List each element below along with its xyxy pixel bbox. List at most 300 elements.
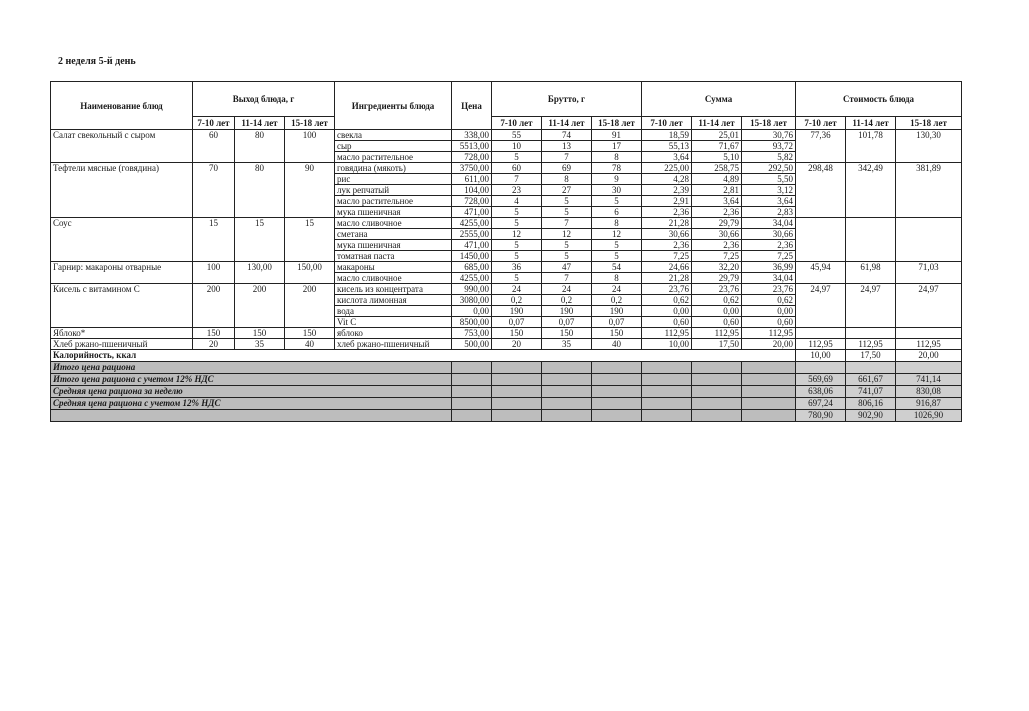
total-blank [452, 362, 492, 374]
ingredient-name: лук репчатый [335, 185, 452, 196]
total-label: Итого цена рациона с учетом 12% НДС [51, 374, 452, 386]
dish-output: 20 [193, 339, 235, 350]
total-row [51, 386, 962, 398]
ingredient-gross: 9 [592, 174, 642, 185]
ingredient-gross: 54 [592, 262, 642, 273]
header-sum: Сумма [642, 82, 796, 117]
ingredient-sum: 34,04 [742, 218, 796, 229]
header-price: Цена [452, 82, 492, 130]
ingredient-price: 611,00 [452, 174, 492, 185]
dish-output: 100 [285, 130, 335, 163]
ingredient-name: мука пшеничная [335, 207, 452, 218]
ingredient-name: мука пшеничная [335, 240, 452, 251]
total-blank [452, 374, 492, 386]
ingredient-gross: 69 [542, 163, 592, 174]
age-header: 15-18 лет [742, 117, 796, 130]
total-blank [542, 362, 592, 374]
ingredient-sum: 34,04 [742, 273, 796, 284]
table-row [51, 163, 962, 174]
ingredient-price: 471,00 [452, 240, 492, 251]
total-blank [452, 410, 492, 422]
ingredient-name: рис [335, 174, 452, 185]
ingredient-gross: 17 [592, 141, 642, 152]
header-ingredients: Ингредиенты блюда [335, 82, 452, 130]
ingredient-gross: 150 [542, 328, 592, 339]
table-row [51, 328, 962, 339]
ingredient-gross: 5 [492, 273, 542, 284]
ingredient-sum: 0,60 [742, 317, 796, 328]
ingredient-price: 0,00 [452, 306, 492, 317]
total-value: 661,67 [846, 374, 896, 386]
ingredient-name: масло растительное [335, 152, 452, 163]
dish-cost [896, 218, 962, 262]
ingredient-name: макароны [335, 262, 452, 273]
age-header: 7-10 лет [492, 117, 542, 130]
ingredient-price: 471,00 [452, 207, 492, 218]
total-label: Итого цена рациона [51, 362, 452, 374]
total-row [51, 374, 962, 386]
total-blank [642, 362, 692, 374]
age-header: 15-18 лет [285, 117, 335, 130]
ingredient-name: томатная паста [335, 251, 452, 262]
dish-output: 150,00 [285, 262, 335, 284]
ingredient-sum: 258,75 [692, 163, 742, 174]
dish-output: 15 [285, 218, 335, 262]
total-blank [692, 410, 742, 422]
total-label [51, 410, 452, 422]
dish-cost: 24,97 [896, 284, 962, 328]
ingredient-gross: 60 [492, 163, 542, 174]
ingredient-price: 338,00 [452, 130, 492, 141]
total-value: 741,07 [846, 386, 896, 398]
ingredient-sum: 30,66 [692, 229, 742, 240]
dish-cost: 342,49 [846, 163, 896, 218]
total-blank [592, 410, 642, 422]
age-header: 11-14 лет [542, 117, 592, 130]
total-value [796, 362, 846, 374]
ingredient-gross: 7 [542, 273, 592, 284]
ingredient-sum: 7,25 [742, 251, 796, 262]
header-dish-name: Наименование блюд [51, 82, 193, 130]
total-label: Средняя цена рациона с учетом 12% НДС [51, 398, 452, 410]
dish-output: 80 [235, 163, 285, 218]
ingredient-gross: 40 [592, 339, 642, 350]
total-value: 830,08 [896, 386, 962, 398]
ingredient-sum: 112,95 [742, 328, 796, 339]
total-blank [642, 398, 692, 410]
ingredient-name: масло сливочное [335, 273, 452, 284]
table-row [51, 262, 962, 273]
dish-output: 150 [193, 328, 235, 339]
ingredient-gross: 91 [592, 130, 642, 141]
dish-name: Соус [51, 218, 193, 262]
calories-value: 17,50 [846, 350, 896, 362]
dish-cost [796, 218, 846, 262]
age-header: 7-10 лет [193, 117, 235, 130]
dish-output: 200 [285, 284, 335, 328]
ingredient-gross: 24 [492, 284, 542, 295]
ingredient-price: 500,00 [452, 339, 492, 350]
ingredient-name: масло сливочное [335, 218, 452, 229]
dish-cost: 112,95 [796, 339, 846, 350]
total-blank [692, 362, 742, 374]
total-row [51, 410, 962, 422]
total-blank [542, 374, 592, 386]
dish-output: 150 [285, 328, 335, 339]
ingredient-sum: 3,64 [742, 196, 796, 207]
dish-cost: 45,94 [796, 262, 846, 284]
ingredient-sum: 32,20 [692, 262, 742, 273]
total-blank [592, 362, 642, 374]
ingredient-sum: 5,50 [742, 174, 796, 185]
ingredient-gross: 20 [492, 339, 542, 350]
ingredient-sum: 2,39 [642, 185, 692, 196]
total-blank [492, 374, 542, 386]
age-header: 15-18 лет [592, 117, 642, 130]
ingredient-name: сметана [335, 229, 452, 240]
total-value: 902,90 [846, 410, 896, 422]
ingredient-price: 4255,00 [452, 273, 492, 284]
ingredient-sum: 0,62 [692, 295, 742, 306]
ingredient-gross: 5 [492, 251, 542, 262]
ingredient-sum: 7,25 [642, 251, 692, 262]
ingredient-sum: 21,28 [642, 218, 692, 229]
calories-label: Калорийность, ккал [51, 350, 796, 362]
menu-body [51, 130, 962, 350]
ingredient-price: 685,00 [452, 262, 492, 273]
total-value [896, 362, 962, 374]
ingredient-gross: 5 [592, 251, 642, 262]
ingredient-name: кисель из концентрата [335, 284, 452, 295]
ingredient-sum: 5,82 [742, 152, 796, 163]
ingredient-gross: 5 [542, 196, 592, 207]
ingredient-sum: 2,36 [692, 240, 742, 251]
ingredient-gross: 12 [492, 229, 542, 240]
ingredient-sum: 2,81 [692, 185, 742, 196]
total-blank [492, 362, 542, 374]
dish-output: 60 [193, 130, 235, 163]
ingredient-sum: 18,59 [642, 130, 692, 141]
dish-cost: 77,36 [796, 130, 846, 163]
ingredient-sum: 29,79 [692, 273, 742, 284]
ingredient-gross: 8 [592, 152, 642, 163]
ingredient-sum: 4,28 [642, 174, 692, 185]
dish-output: 40 [285, 339, 335, 350]
ingredient-gross: 190 [592, 306, 642, 317]
ingredient-name: яблоко [335, 328, 452, 339]
ingredient-name: вода [335, 306, 452, 317]
ingredient-sum: 25,01 [692, 130, 742, 141]
ingredient-gross: 78 [592, 163, 642, 174]
total-blank [592, 374, 642, 386]
dish-name: Хлеб ржано-пшеничный [51, 339, 193, 350]
ingredient-sum: 0,00 [692, 306, 742, 317]
ingredient-sum: 0,00 [742, 306, 796, 317]
ingredient-gross: 150 [592, 328, 642, 339]
ingredient-gross: 5 [542, 240, 592, 251]
menu-table [50, 81, 962, 422]
total-row [51, 398, 962, 410]
total-value: 697,24 [796, 398, 846, 410]
total-blank [692, 374, 742, 386]
dish-output: 150 [235, 328, 285, 339]
dish-output: 15 [235, 218, 285, 262]
ingredient-gross: 13 [542, 141, 592, 152]
ingredient-sum: 30,66 [642, 229, 692, 240]
ingredient-sum: 292,50 [742, 163, 796, 174]
dish-output: 130,00 [235, 262, 285, 284]
age-header: 11-14 лет [846, 117, 896, 130]
ingredient-gross: 5 [492, 207, 542, 218]
ingredient-gross: 7 [542, 218, 592, 229]
total-blank [642, 374, 692, 386]
total-value: 780,90 [796, 410, 846, 422]
ingredient-gross: 4 [492, 196, 542, 207]
ingredient-name: сыр [335, 141, 452, 152]
ingredient-sum: 23,76 [692, 284, 742, 295]
ingredient-gross: 5 [492, 240, 542, 251]
ingredient-name: свекла [335, 130, 452, 141]
header-dish-cost: Стоимость блюда [796, 82, 962, 117]
dish-cost: 381,89 [896, 163, 962, 218]
ingredient-gross: 8 [592, 273, 642, 284]
ingredient-sum: 0,60 [642, 317, 692, 328]
total-value [846, 362, 896, 374]
ingredient-gross: 5 [592, 196, 642, 207]
ingredient-gross: 30 [592, 185, 642, 196]
ingredient-name: хлеб ржано-пшеничный [335, 339, 452, 350]
total-value: 569,69 [796, 374, 846, 386]
ingredient-sum: 23,76 [742, 284, 796, 295]
ingredient-gross: 190 [492, 306, 542, 317]
ingredient-gross: 0,07 [492, 317, 542, 328]
ingredient-price: 2555,00 [452, 229, 492, 240]
dish-cost: 298,48 [796, 163, 846, 218]
total-blank [492, 398, 542, 410]
ingredient-gross: 0,07 [542, 317, 592, 328]
total-blank [592, 398, 642, 410]
total-blank [542, 398, 592, 410]
dish-name: Кисель с витамином С [51, 284, 193, 328]
ingredient-sum: 2,91 [642, 196, 692, 207]
ingredient-sum: 71,67 [692, 141, 742, 152]
total-blank [542, 386, 592, 398]
total-blank [592, 386, 642, 398]
ingredient-sum: 225,00 [642, 163, 692, 174]
calories-value: 10,00 [796, 350, 846, 362]
dish-cost [846, 328, 896, 339]
dish-cost: 101,78 [846, 130, 896, 163]
totals-body [51, 350, 962, 422]
ingredient-price: 990,00 [452, 284, 492, 295]
dish-cost: 24,97 [846, 284, 896, 328]
dish-output: 100 [193, 262, 235, 284]
page-title: 2 неделя 5-й день [58, 56, 136, 67]
ingredient-sum: 2,36 [642, 207, 692, 218]
total-blank [692, 398, 742, 410]
total-value: 916,87 [896, 398, 962, 410]
ingredient-sum: 36,99 [742, 262, 796, 273]
header-gross: Брутто, г [492, 82, 642, 117]
total-blank [452, 386, 492, 398]
ingredient-price: 4255,00 [452, 218, 492, 229]
ingredient-gross: 8 [592, 218, 642, 229]
age-header: 11-14 лет [692, 117, 742, 130]
total-blank [742, 374, 796, 386]
ingredient-sum: 7,25 [692, 251, 742, 262]
calories-value: 20,00 [896, 350, 962, 362]
ingredient-gross: 150 [492, 328, 542, 339]
ingredient-sum: 30,66 [742, 229, 796, 240]
ingredient-sum: 0,60 [692, 317, 742, 328]
total-row [51, 362, 962, 374]
ingredient-sum: 93,72 [742, 141, 796, 152]
total-blank [742, 398, 796, 410]
ingredient-price: 3750,00 [452, 163, 492, 174]
ingredient-gross: 7 [542, 152, 592, 163]
total-blank [492, 386, 542, 398]
dish-output: 200 [235, 284, 285, 328]
ingredient-sum: 112,95 [642, 328, 692, 339]
ingredient-gross: 55 [492, 130, 542, 141]
ingredient-price: 728,00 [452, 152, 492, 163]
ingredient-price: 753,00 [452, 328, 492, 339]
dish-cost: 71,03 [896, 262, 962, 284]
ingredient-sum: 20,00 [742, 339, 796, 350]
ingredient-gross: 23 [492, 185, 542, 196]
dish-cost [846, 218, 896, 262]
total-blank [642, 410, 692, 422]
total-blank [742, 410, 796, 422]
ingredient-gross: 5 [492, 152, 542, 163]
ingredient-gross: 0,2 [492, 295, 542, 306]
ingredient-gross: 36 [492, 262, 542, 273]
total-blank [692, 386, 742, 398]
ingredient-gross: 10 [492, 141, 542, 152]
ingredient-gross: 5 [492, 218, 542, 229]
dish-cost: 112,95 [896, 339, 962, 350]
ingredient-sum: 2,36 [692, 207, 742, 218]
ingredient-sum: 29,79 [692, 218, 742, 229]
ingredient-price: 5513,00 [452, 141, 492, 152]
dish-name: Салат свекольный с сыром [51, 130, 193, 163]
ingredient-sum: 30,76 [742, 130, 796, 141]
ingredient-sum: 112,95 [692, 328, 742, 339]
ingredient-gross: 12 [542, 229, 592, 240]
ingredient-price: 728,00 [452, 196, 492, 207]
ingredient-sum: 55,13 [642, 141, 692, 152]
total-blank [492, 410, 542, 422]
calories-row [51, 350, 962, 362]
dish-name: Тефтели мясные (говядина) [51, 163, 193, 218]
ingredient-gross: 74 [542, 130, 592, 141]
ingredient-name: говядина (мякоть) [335, 163, 452, 174]
dish-name: Гарнир: макароны отварные [51, 262, 193, 284]
ingredient-sum: 3,64 [692, 196, 742, 207]
ingredient-gross: 12 [592, 229, 642, 240]
ingredient-gross: 190 [542, 306, 592, 317]
header-output: Выход блюда, г [193, 82, 335, 117]
table-row [51, 130, 962, 141]
total-value: 806,16 [846, 398, 896, 410]
age-header: 15-18 лет [896, 117, 962, 130]
ingredient-gross: 5 [542, 251, 592, 262]
ingredient-sum: 17,50 [692, 339, 742, 350]
ingredient-sum: 0,62 [642, 295, 692, 306]
ingredient-price: 1450,00 [452, 251, 492, 262]
dish-cost: 61,98 [846, 262, 896, 284]
ingredient-gross: 5 [592, 240, 642, 251]
ingredient-name: масло растительное [335, 196, 452, 207]
dish-output: 80 [235, 130, 285, 163]
table-row [51, 218, 962, 229]
dish-cost [896, 328, 962, 339]
table-row [51, 339, 962, 350]
total-blank [742, 386, 796, 398]
dish-output: 15 [193, 218, 235, 262]
ingredient-gross: 0,2 [542, 295, 592, 306]
ingredient-name: кислота лимонная [335, 295, 452, 306]
dish-cost: 130,30 [896, 130, 962, 163]
total-blank [452, 398, 492, 410]
ingredient-gross: 27 [542, 185, 592, 196]
ingredient-gross: 0,07 [592, 317, 642, 328]
ingredient-gross: 24 [592, 284, 642, 295]
total-label: Средняя цена рациона за неделю [51, 386, 452, 398]
ingredient-price: 8500,00 [452, 317, 492, 328]
dish-cost: 112,95 [846, 339, 896, 350]
ingredient-sum: 0,00 [642, 306, 692, 317]
ingredient-sum: 3,12 [742, 185, 796, 196]
ingredient-price: 104,00 [452, 185, 492, 196]
dish-cost: 24,97 [796, 284, 846, 328]
ingredient-gross: 5 [542, 207, 592, 218]
ingredient-gross: 7 [492, 174, 542, 185]
dish-output: 200 [193, 284, 235, 328]
dish-name: Яблоко* [51, 328, 193, 339]
dish-output: 35 [235, 339, 285, 350]
dish-output: 70 [193, 163, 235, 218]
total-value: 741,14 [896, 374, 962, 386]
ingredient-sum: 4,89 [692, 174, 742, 185]
ingredient-sum: 2,36 [742, 240, 796, 251]
age-header: 11-14 лет [235, 117, 285, 130]
total-blank [542, 410, 592, 422]
ingredient-price: 3080,00 [452, 295, 492, 306]
ingredient-sum: 2,36 [642, 240, 692, 251]
total-blank [742, 362, 796, 374]
ingredient-sum: 24,66 [642, 262, 692, 273]
ingredient-sum: 5,10 [692, 152, 742, 163]
ingredient-sum: 10,00 [642, 339, 692, 350]
ingredient-sum: 2,83 [742, 207, 796, 218]
ingredient-gross: 35 [542, 339, 592, 350]
dish-cost [796, 328, 846, 339]
ingredient-gross: 8 [542, 174, 592, 185]
dish-output: 90 [285, 163, 335, 218]
table-row [51, 284, 962, 295]
ingredient-gross: 0,2 [592, 295, 642, 306]
age-header: 7-10 лет [796, 117, 846, 130]
ingredient-gross: 6 [592, 207, 642, 218]
ingredient-sum: 21,28 [642, 273, 692, 284]
ingredient-gross: 24 [542, 284, 592, 295]
age-header: 7-10 лет [642, 117, 692, 130]
ingredient-name: Vit C [335, 317, 452, 328]
ingredient-sum: 0,62 [742, 295, 796, 306]
ingredient-gross: 47 [542, 262, 592, 273]
ingredient-sum: 3,64 [642, 152, 692, 163]
